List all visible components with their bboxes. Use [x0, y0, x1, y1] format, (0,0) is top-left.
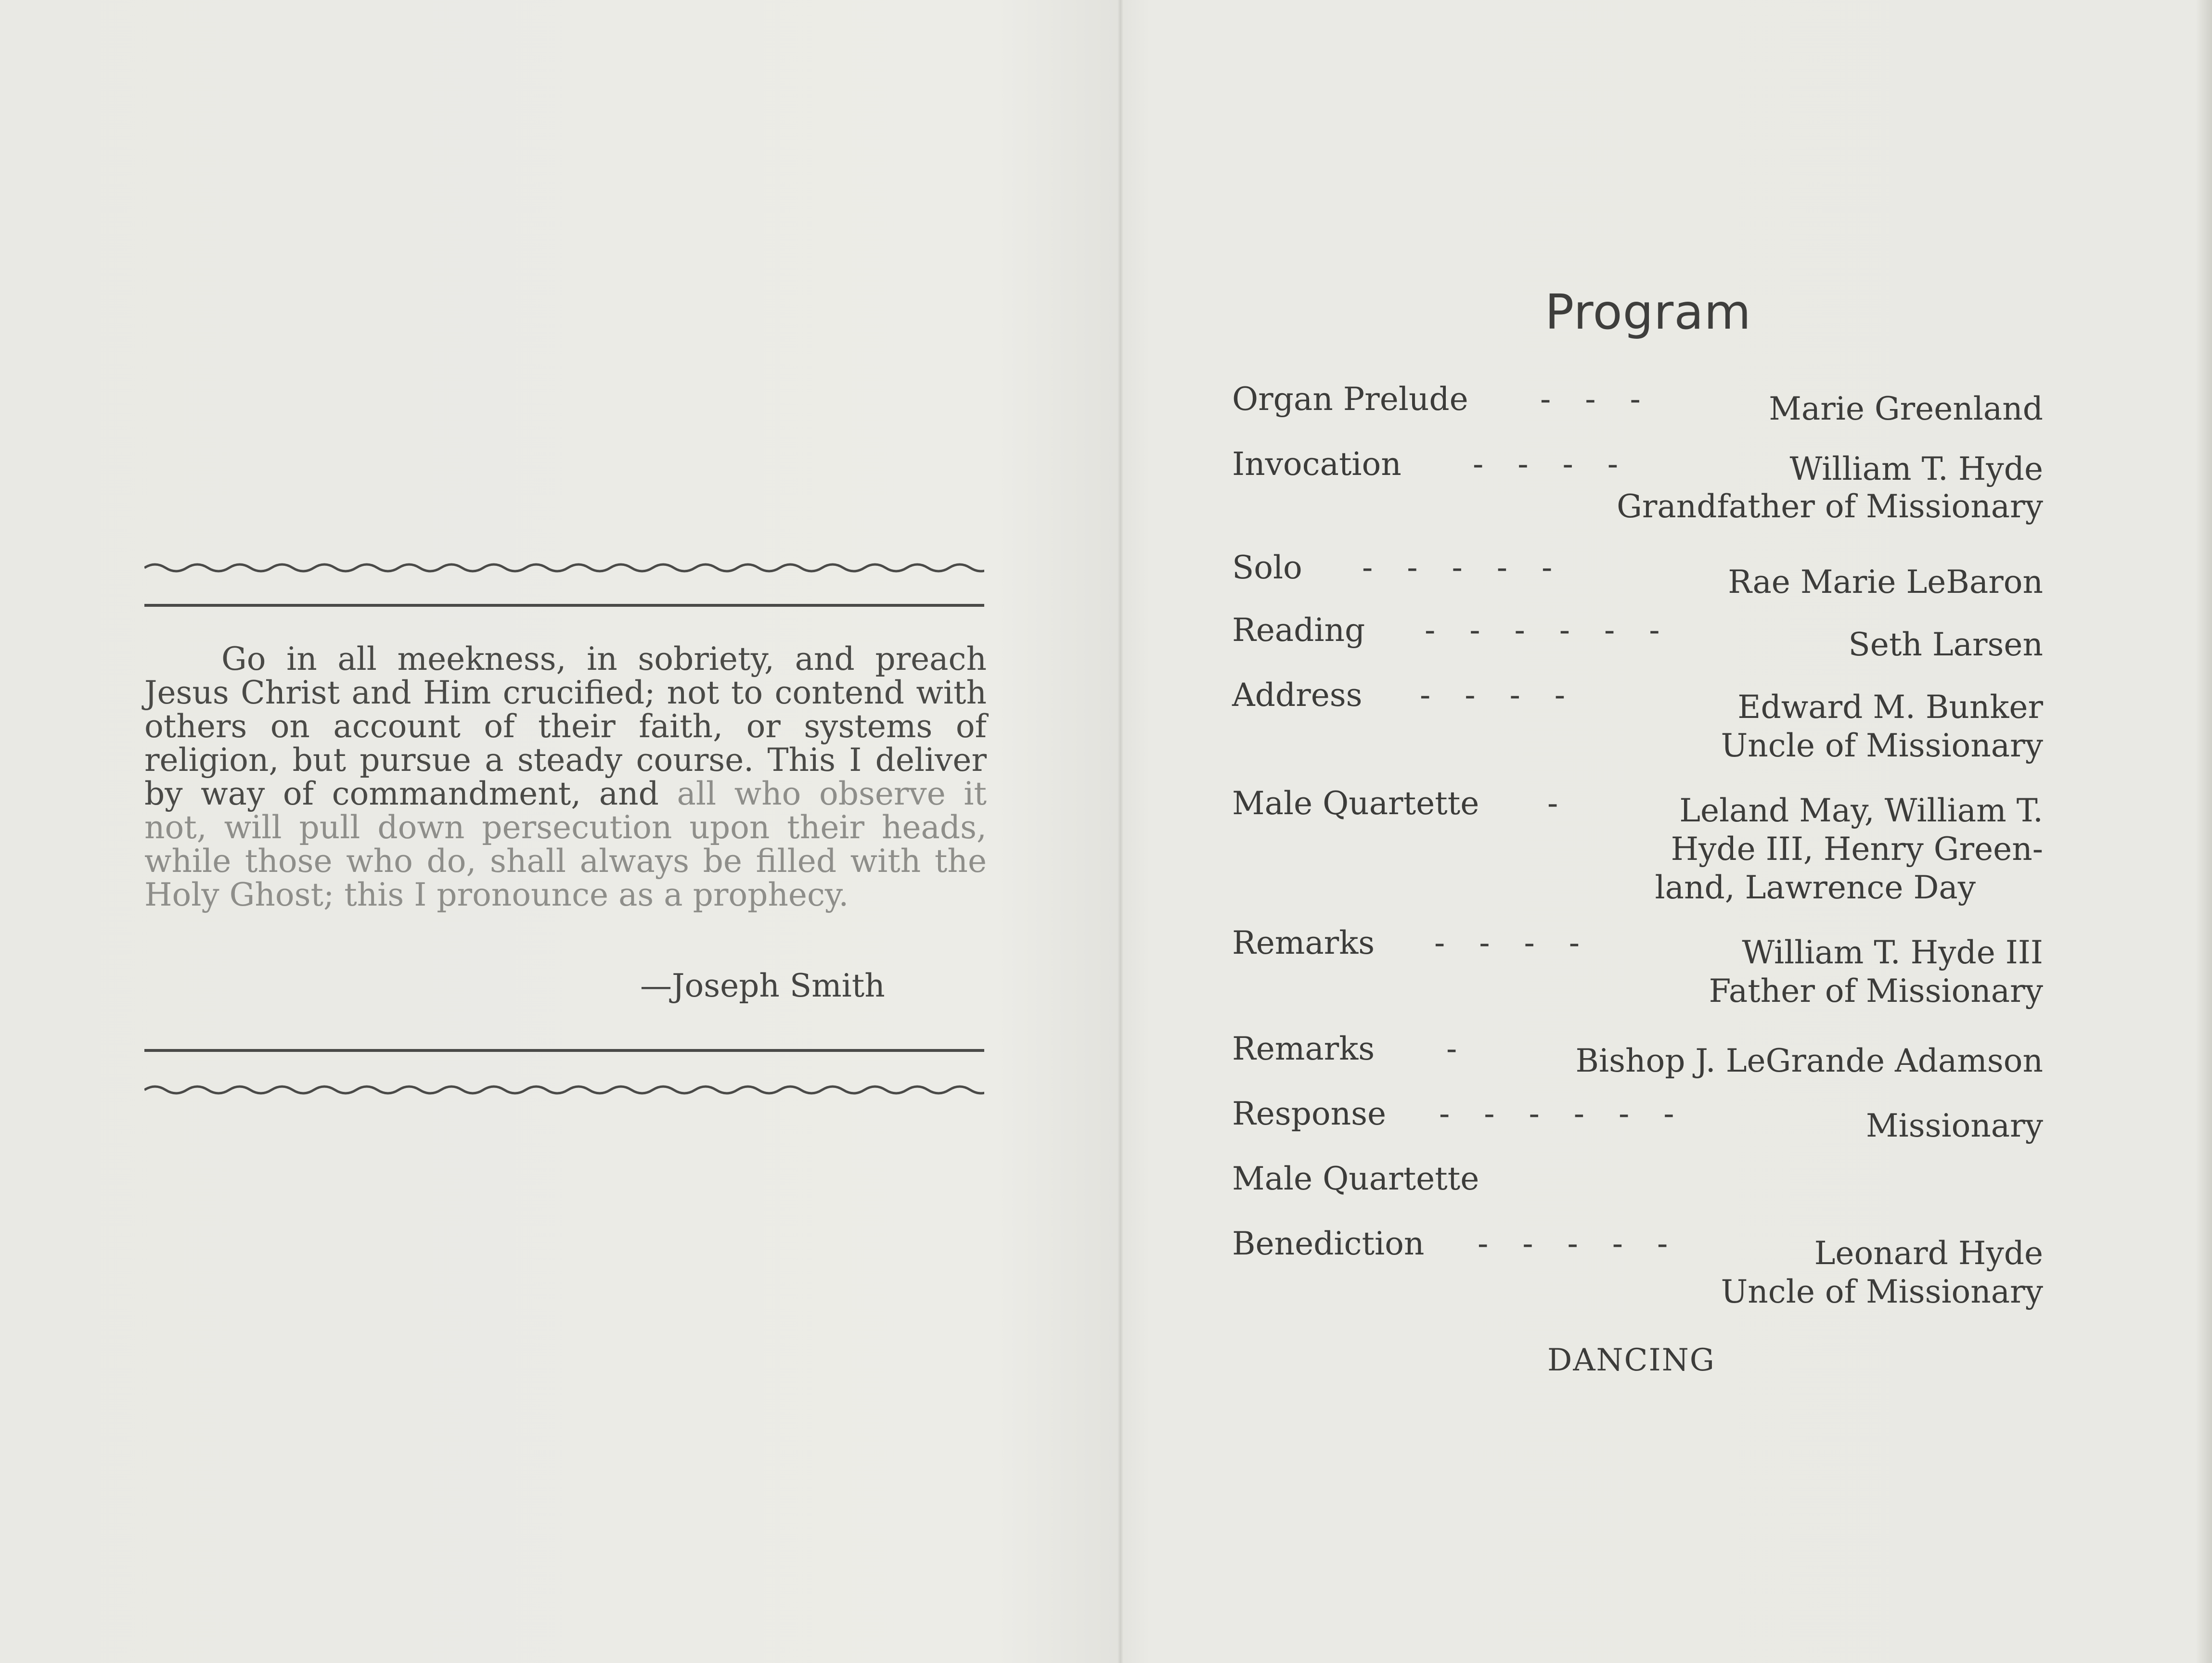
program-role: Male Quartette	[1232, 785, 1479, 822]
program-dashes: -	[1446, 1030, 1458, 1067]
program-dashes: - - - - - -	[1439, 1095, 1675, 1132]
program-role: Male Quartette	[1232, 1160, 1479, 1197]
program-role: Remarks	[1232, 1030, 1375, 1067]
program-performer-note: Hyde III, Henry Green-	[1671, 831, 2043, 868]
program-dashes: - - - - - -	[1425, 612, 1661, 649]
program-dashes: - - - -	[1420, 677, 1567, 714]
program-dashes: - - - -	[1434, 924, 1581, 961]
quote-main: Go in all meekness, in sobriety, and preach Jesus Christ and Him crucified; not to contend with others on account of their faith, or systems of religion, but pursue a steady course. This I deliver by way of commandment, and	[144, 640, 987, 812]
program-performer: Missionary	[1866, 1107, 2043, 1144]
top-rule	[144, 604, 984, 607]
quote-attribution: —Joseph Smith	[640, 967, 885, 1004]
program-performer-note: land, Lawrence Day	[1655, 869, 1976, 906]
program-performer: Rae Marie LeBaron	[1728, 563, 2043, 601]
quote-tail: all who observe it not, will pull down persecution upon their heads, while those who do, shall always be filled with the Holy Ghost; this I pronounce as a prophecy.	[144, 775, 987, 913]
program-role: Solo	[1232, 549, 1302, 586]
program-title: Program	[1545, 284, 1751, 340]
program-dashes: - - -	[1540, 381, 1642, 418]
program-performer-note: Uncle of Missionary	[1721, 1273, 2043, 1310]
program-performer: William T. Hyde III	[1742, 934, 2043, 971]
bottom-rule	[144, 1049, 984, 1052]
program-role: Response	[1232, 1095, 1387, 1132]
bottom-wave-ornament	[144, 1080, 984, 1100]
program-performer-note: Uncle of Missionary	[1721, 727, 2043, 764]
program-dashes: -	[1547, 785, 1559, 822]
program-performer: Seth Larsen	[1848, 626, 2043, 663]
program-performer-note: Grandfather of Missionary	[1617, 488, 2043, 525]
program-dashes: - - - -	[1473, 446, 1620, 483]
program-performer-note: Father of Missionary	[1709, 972, 2043, 1010]
program-role: Organ Prelude	[1232, 381, 1468, 418]
program-role: Remarks	[1232, 924, 1375, 961]
program-performer: Leonard Hyde	[1814, 1235, 2043, 1272]
program-performer: Marie Greenland	[1769, 390, 2043, 427]
program-role: Invocation	[1232, 446, 1402, 483]
paper-edge	[2196, 0, 2212, 1663]
program-performer: William T. Hyde	[1789, 450, 2043, 487]
program-closing: DANCING	[1547, 1343, 1715, 1378]
program-performer: Leland May, William T.	[1679, 792, 2043, 829]
program-dashes: - - - - -	[1362, 549, 1554, 586]
page-fold	[1118, 0, 1123, 1663]
program-dashes: - - - - -	[1478, 1225, 1669, 1262]
program-role: Benediction	[1232, 1225, 1425, 1262]
program-role: Address	[1232, 677, 1363, 714]
program-performer: Edward M. Bunker	[1737, 689, 2043, 726]
program-role: Reading	[1232, 612, 1365, 649]
program-performer: Bishop J. LeGrande Adamson	[1575, 1042, 2043, 1079]
quote-text	[144, 642, 987, 912]
top-wave-ornament	[144, 558, 984, 577]
